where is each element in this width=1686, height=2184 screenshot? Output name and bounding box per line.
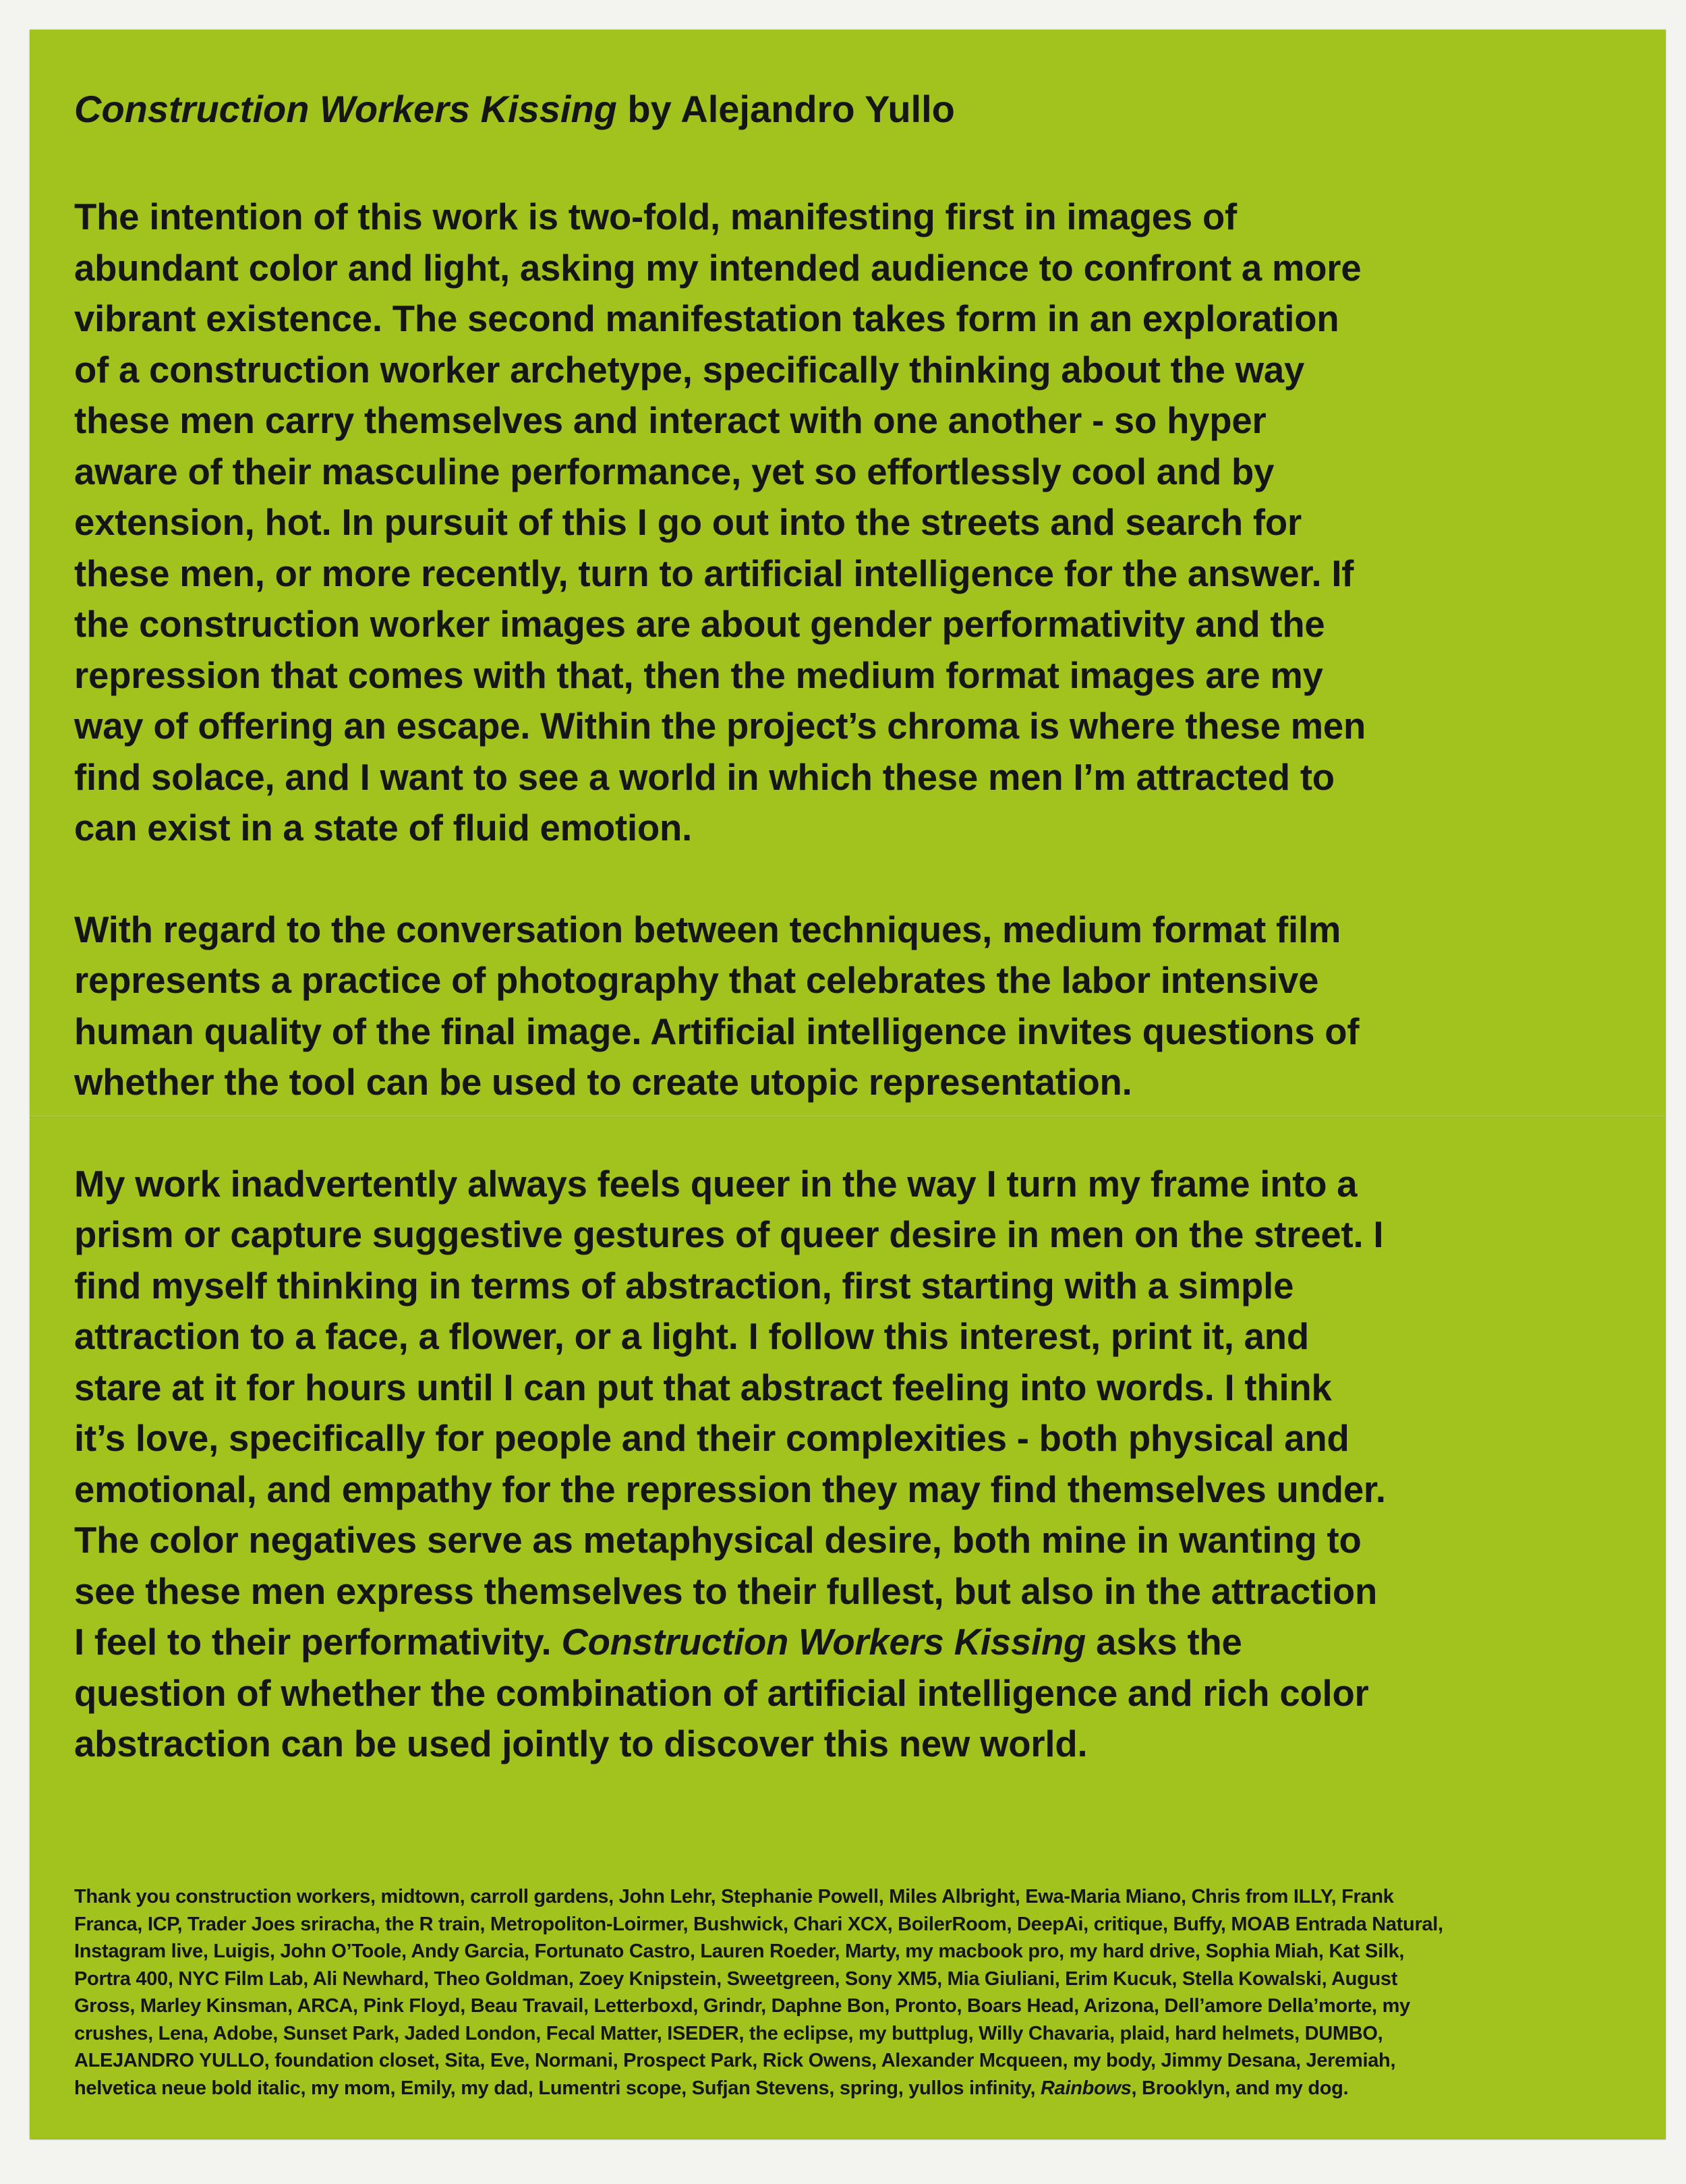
paragraph-line: emotional, and empathy for the repression they may find themselves under. [74,1468,1386,1510]
paragraph-line: abundant color and light, asking my intended audience to confront a more [74,247,1362,289]
paragraph-line: extension, hot. In pursuit of this I go out into the streets and search for [74,502,1302,543]
work-title: Construction Workers Kissing [74,88,617,130]
paragraph-line: find solace, and I want to see a world in which these men I’m attracted to [74,756,1335,798]
acknowledgements-line: ALEJANDRO YULLO, foundation closet, Sita, Eve, Normani, Prospect Park, Rick Owens, Alexander Mcqueen, my body, Jimmy Desana, Jeremiah, [74,2050,1396,2071]
work-title-inline: Construction Workers Kissing [561,1621,1086,1663]
paragraph-line: My work inadvertently always feels queer in the way I turn my frame into a [74,1163,1358,1205]
acknowledgements-line: Franca, ICP, Trader Joes sriracha, the R train, Metropoliton-Loirmer, Bushwick, Chari XCX, BoilerRoom, DeepAi, critique, Buffy, MOAB Entrada Natural, [74,1913,1443,1935]
acknowledgements-line: Instagram live, Luigis, John O’Toole, Andy Garcia, Fortunato Castro, Lauren Roeder, Marty, my macbook pro, my hard drive, Sophia Miah, Kat Silk, [74,1941,1405,1962]
paragraph-line: question of whether the combination of artificial intelligence and rich color [74,1672,1369,1714]
page-title [74,84,1619,135]
statement-body [74,84,1619,1770]
paragraph-line: aware of their masculine performance, yet so effortlessly cool and by [74,451,1275,492]
byline: by Alejandro Yullo [616,88,955,130]
rainbows-italic: Rainbows [1040,2077,1132,2099]
artist-statement-sheet [30,30,1666,2139]
paragraph-queer-work [74,1159,1619,1770]
paragraph-line: I feel to their performativity. Construction Workers Kissing asks the [74,1621,1242,1663]
paragraph-line: the construction worker images are about gender performativity and the [74,604,1325,645]
paragraph-line: The intention of this work is two-fold, manifesting first in images of [74,196,1237,237]
paragraph-line: human quality of the final image. Artificial intelligence invites questions of [74,1010,1360,1052]
paragraph-line: prism or capture suggestive gestures of queer desire in men on the street. I [74,1214,1384,1255]
paragraph-line: can exist in a state of fluid emotion. [74,807,693,849]
paragraph-line: find myself thinking in terms of abstraction, first starting with a simple [74,1265,1294,1306]
paragraph-line: of a construction worker archetype, specifically thinking about the way [74,349,1305,391]
paragraph-line: way of offering an escape. Within the project’s chroma is where these men [74,706,1366,747]
paragraph-line: The color negatives serve as metaphysical desire, both mine in wanting to [74,1520,1362,1561]
acknowledgements-line: crushes, Lena, Adobe, Sunset Park, Jaded London, Fecal Matter, ISEDER, the eclipse, my buttplug, Willy Chavaria, plaid, hard helmets, DUMBO, [74,2022,1383,2044]
paragraph-line: it’s love, specifically for people and their complexities - both physical and [74,1418,1349,1459]
paragraph-line: see these men express themselves to their fullest, but also in the attraction [74,1570,1378,1612]
paragraph-intention [74,192,1619,854]
paragraph-techniques [74,904,1619,1108]
paragraph-line: vibrant existence. The second manifestation takes form in an exploration [74,298,1339,339]
paragraph-line: represents a practice of photography that celebrates the labor intensive [74,960,1319,1001]
acknowledgements-line: Thank you construction workers, midtown, carroll gardens, John Lehr, Stephanie Powell, Miles Albright, Ewa-Maria Miano, Chris from ILLY, Frank [74,1886,1394,1907]
paragraph-line: these men carry themselves and interact with one another - so hyper [74,400,1267,441]
acknowledgements-line: helvetica neue bold italic, my mom, Emily, my dad, Lumentri scope, Sufjan Stevens, spring, yullos infinity, Rainbows, Brooklyn, and my dog. [74,2077,1349,2099]
paragraph-line: stare at it for hours until I can put that abstract feeling into words. I think [74,1367,1332,1408]
paragraph-line: abstraction can be used jointly to discover this new world. [74,1723,1088,1764]
acknowledgements [74,1883,1625,2102]
acknowledgements-line: Portra 400, NYC Film Lab, Ali Newhard, Theo Goldman, Zoey Knipstein, Sweetgreen, Sony XM5, Mia Giuliani, Erim Kucuk, Stella Kowalski, August [74,1967,1398,1990]
paragraph-line: With regard to the conversation between techniques, medium format film [74,909,1341,950]
paragraph-line: these men, or more recently, turn to artificial intelligence for the answer. If [74,552,1354,594]
paragraph-line: repression that comes with that, then the medium format images are my [74,654,1323,696]
paragraph-line: attraction to a face, a flower, or a light. I follow this interest, print it, and [74,1316,1309,1357]
acknowledgements-line: Gross, Marley Kinsman, ARCA, Pink Floyd, Beau Travail, Letterboxd, Grindr, Daphne Bon, Pronto, Boars Head, Arizona, Dell’amore Della’morte, my [74,1995,1410,2017]
paragraph-line: whether the tool can be used to create utopic representation. [74,1062,1132,1103]
